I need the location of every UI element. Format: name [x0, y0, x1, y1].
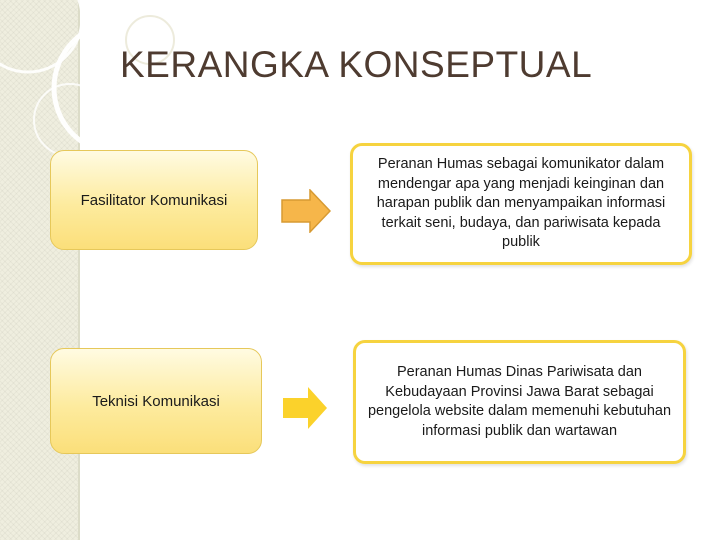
page-title: KERANGKA KONSEPTUAL	[120, 44, 593, 85]
left-box-label: Fasilitator Komunikasi	[80, 191, 228, 209]
sidebar-divider	[78, 0, 80, 540]
left-box-teknisi	[50, 348, 262, 454]
left-box-fasilitator	[50, 150, 258, 250]
sidebar-texture	[0, 0, 78, 540]
arrow-right-icon	[283, 387, 327, 429]
right-box-fasilitator	[350, 143, 692, 265]
left-box-label: Teknisi Komunikasi	[92, 392, 220, 410]
right-box-text: Peranan Humas Dinas Pariwisata dan Kebudayaan Provinsi Jawa Barat sebagai pengelola website dalam memenuhi kebutuhan informasi publik dan wartawan	[367, 364, 672, 439]
arrow-right-icon	[281, 189, 331, 233]
right-box-teknisi	[353, 340, 686, 464]
right-box-text: Peranan Humas sebagai komunikator dalam mendengar apa yang menjadi keinginan dan harapan publik dan menyampaikan informasi terkait seni, budaya, dan pariwisata kepada publik	[376, 156, 666, 251]
